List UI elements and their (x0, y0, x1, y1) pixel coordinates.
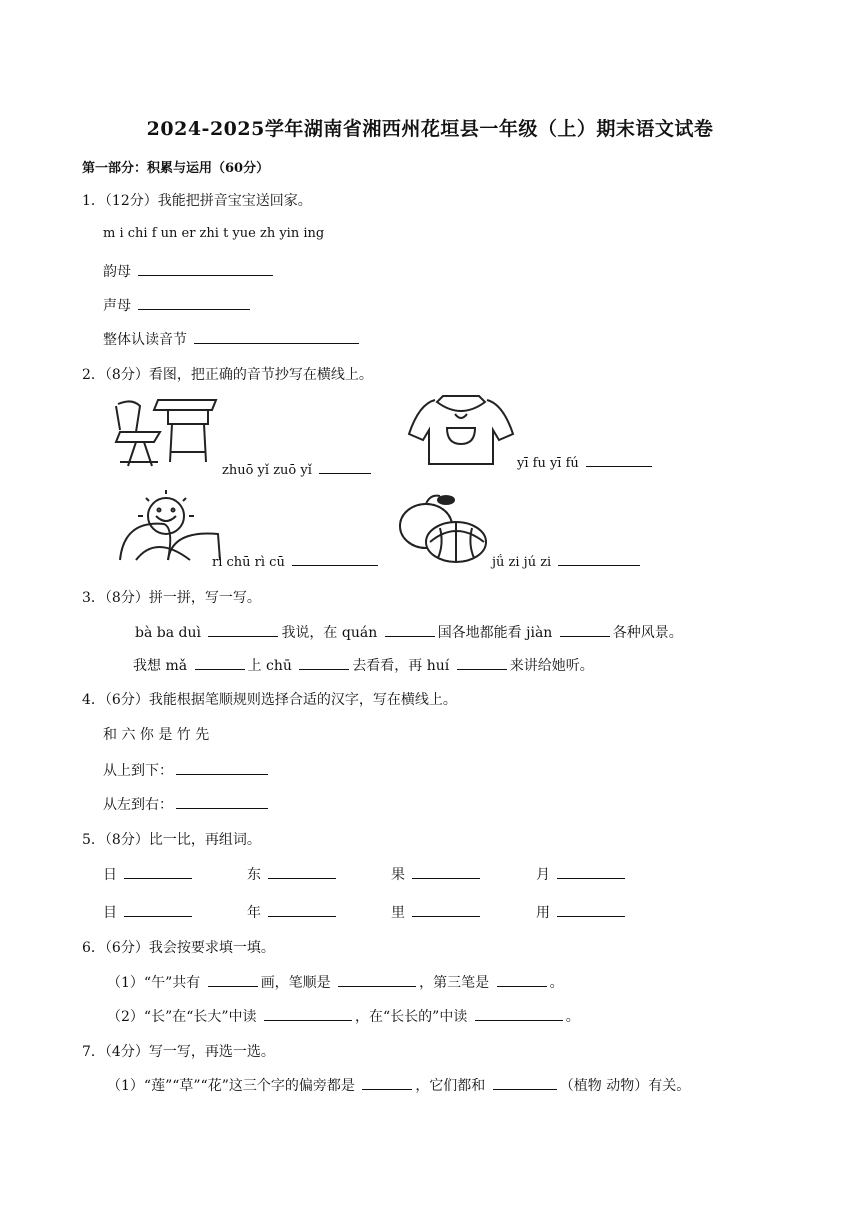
answer-blank[interactable] (268, 877, 336, 879)
q3-line-1 (135, 622, 683, 642)
q6-line-2 (107, 1006, 580, 1026)
q4-label-top-bottom: 从上到下： (103, 763, 173, 779)
q5-word-item (391, 902, 483, 922)
answer-blank[interactable] (292, 564, 378, 566)
q2-option-c-text: rì chū rì cū (212, 555, 285, 570)
q5-character: 东 (247, 867, 261, 883)
q1-line-shengmu (103, 295, 253, 315)
q5-word-item (247, 864, 339, 884)
answer-blank[interactable] (138, 308, 250, 310)
q7-text-1a: （1）“莲”“草”“花”这三个字的偏旁都是 (107, 1078, 355, 1094)
q2-option-b-text: yī fu yī fú (517, 456, 579, 471)
answer-blank[interactable] (208, 635, 278, 637)
answer-blank[interactable] (475, 1019, 563, 1021)
q6-line-1 (107, 972, 564, 992)
question-2-stem: 2．（8分）看图，把正确的音节抄写在横线上。 (82, 367, 373, 383)
q5-word-item (391, 864, 483, 884)
section-heading: 第一部分：积累与运用（60分） (82, 161, 270, 176)
q5-word-item (536, 902, 628, 922)
answer-blank[interactable] (497, 985, 547, 987)
q7-line-1 (107, 1075, 690, 1095)
q2-option-c (212, 555, 381, 570)
q5-character: 里 (391, 905, 405, 921)
q5-word-item (536, 864, 628, 884)
q4-label-left-right: 从左到右： (103, 797, 173, 813)
sunrise-picture (116, 486, 224, 566)
q4-line-top-bottom (103, 760, 271, 780)
question-7-stem: 7．（4分）写一写，再选一选。 (82, 1044, 275, 1060)
question-3-stem: 3．（8分）拼一拼，写一写。 (82, 590, 261, 606)
q7-text-1c: （植物 动物）有关。 (559, 1078, 691, 1094)
answer-blank[interactable] (558, 564, 640, 566)
q1-line-zhengti (103, 329, 362, 349)
answer-blank[interactable] (457, 668, 507, 670)
jacket-picture (405, 392, 517, 466)
desk-chair-picture (108, 392, 220, 472)
answer-blank[interactable] (385, 635, 435, 637)
q6-text-1a: （1）“午”共有 (107, 975, 201, 991)
answer-blank[interactable] (176, 807, 268, 809)
q1-line-yunmu (103, 261, 276, 281)
oranges-picture (396, 490, 492, 566)
q5-character: 果 (391, 867, 405, 883)
answer-blank[interactable] (124, 877, 192, 879)
q2-option-d (492, 555, 643, 570)
q1-pinyin-list: m i chi f un er zhi t yue zh yin ing (103, 226, 325, 241)
q3-text-2b: 上 chū (247, 658, 292, 674)
q5-word-item (103, 902, 195, 922)
answer-blank[interactable] (586, 465, 652, 467)
answer-blank[interactable] (362, 1088, 412, 1090)
q1-label-shengmu: 声母 (103, 298, 131, 314)
answer-blank[interactable] (560, 635, 610, 637)
q2-option-a (222, 463, 374, 478)
q7-text-1b: ，它们都和 (415, 1078, 486, 1094)
q5-character: 日 (103, 867, 117, 883)
q6-text-2c: 。 (565, 1009, 580, 1025)
answer-blank[interactable] (194, 342, 359, 344)
q1-label-yunmu: 韵母 (103, 264, 131, 280)
q6-text-2b: ，在“长长的”中读 (355, 1009, 468, 1025)
answer-blank[interactable] (268, 915, 336, 917)
answer-blank[interactable] (138, 274, 273, 276)
q5-word-item (247, 902, 339, 922)
question-4-stem: 4．（6分）我能根据笔顺规则选择合适的汉字，写在横线上。 (82, 692, 457, 708)
answer-blank[interactable] (299, 668, 349, 670)
answer-blank[interactable] (412, 915, 480, 917)
q3-text-2a: 我想 mǎ (133, 658, 188, 674)
question-1-stem: 1．（12分）我能把拼音宝宝送回家。 (82, 193, 312, 209)
q3-text-2d: 来讲给她听。 (509, 658, 594, 674)
answer-blank[interactable] (557, 877, 625, 879)
q6-text-2a: （2）“长”在“长大”中读 (107, 1009, 257, 1025)
answer-blank[interactable] (208, 985, 258, 987)
q6-text-1d: 。 (549, 975, 564, 991)
q5-character: 目 (103, 905, 117, 921)
q3-text-1c: 国各地都能看 jiàn (437, 625, 553, 641)
q1-label-zhengti: 整体认读音节 (103, 332, 187, 348)
answer-blank[interactable] (557, 915, 625, 917)
q2-option-b (517, 456, 655, 471)
q3-text-1b: 我说，在 quán (281, 625, 378, 641)
q3-line-2 (133, 655, 594, 675)
q3-text-2c: 去看看，再 huí (352, 658, 450, 674)
question-5-stem: 5．（8分）比一比，再组词。 (82, 832, 261, 848)
q3-text-1d: 各种风景。 (612, 625, 683, 641)
page-title: 2024-2025学年湖南省湘西州花垣县一年级（上）期末语文试卷 (146, 118, 714, 140)
q6-text-1c: ，第三笔是 (419, 975, 490, 991)
q5-character: 年 (247, 905, 261, 921)
q2-option-d-text: jǘ zi jú zi (492, 555, 552, 570)
q5-character: 月 (536, 867, 550, 883)
answer-blank[interactable] (338, 985, 416, 987)
q4-line-left-right (103, 794, 271, 814)
question-6-stem: 6．（6分）我会按要求填一填。 (82, 940, 275, 956)
q5-character: 用 (536, 905, 550, 921)
q5-word-item (103, 864, 195, 884)
q3-pinyin-baba: bà ba duì (135, 625, 201, 641)
q2-option-a-text: zhuō yǐ zuō yǐ (222, 463, 312, 478)
answer-blank[interactable] (412, 877, 480, 879)
answer-blank[interactable] (195, 668, 245, 670)
q6-text-1b: 画，笔顺是 (260, 975, 331, 991)
answer-blank[interactable] (264, 1019, 352, 1021)
answer-blank[interactable] (319, 472, 371, 474)
answer-blank[interactable] (124, 915, 192, 917)
answer-blank[interactable] (176, 773, 268, 775)
q4-character-list: 和 六 你 是 竹 先 (103, 727, 210, 743)
answer-blank[interactable] (493, 1088, 557, 1090)
